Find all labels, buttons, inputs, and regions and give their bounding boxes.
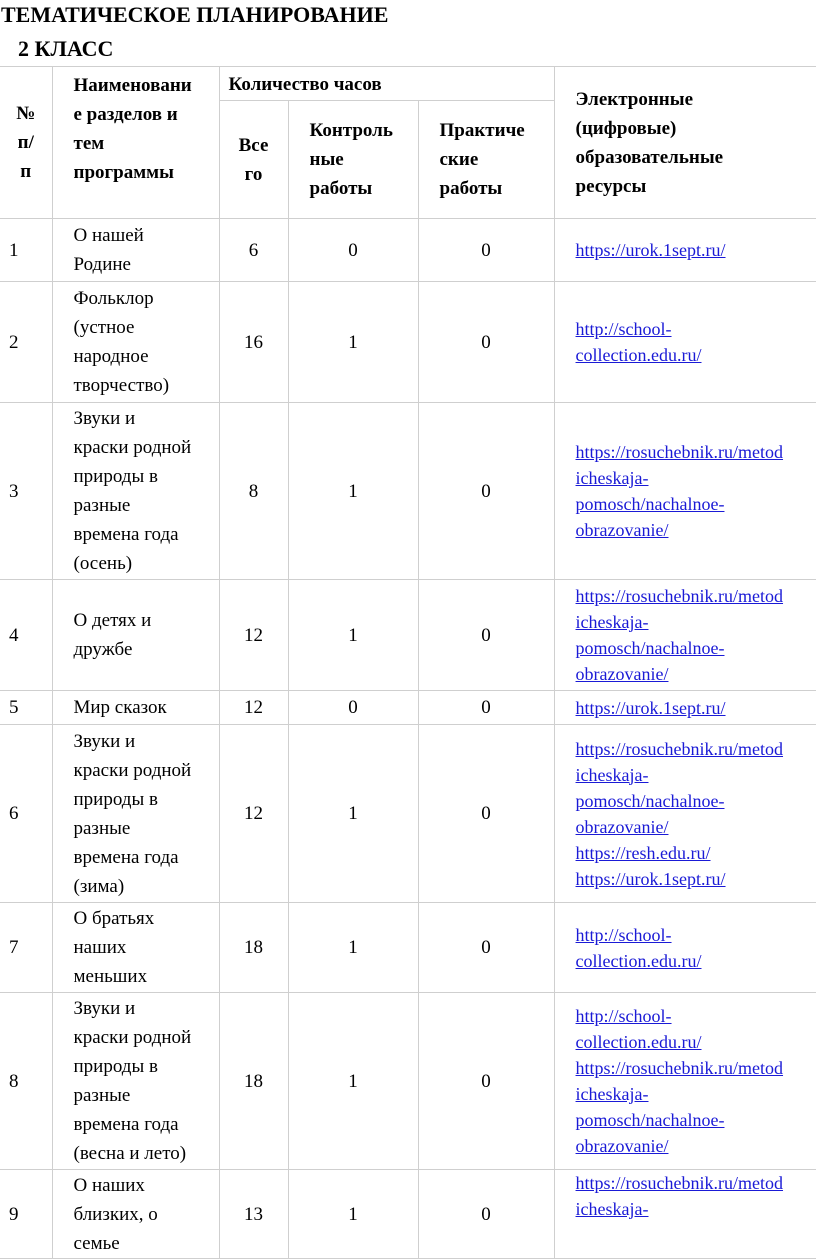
section-name-line: наших	[73, 937, 127, 958]
section-name-line: близких, о	[73, 1203, 158, 1225]
section-name-line: разные	[73, 495, 131, 516]
row-number: 3	[0, 403, 52, 580]
header-hours: Количество часов	[219, 67, 554, 101]
section-name-line: краски родной	[73, 759, 192, 781]
resource-link[interactable]: pomosch/nachalnoe-	[575, 638, 725, 658]
header-control: Контроль ные работы	[288, 101, 418, 219]
resource-link[interactable]: https://rosuchebnik.ru/metod	[575, 1058, 784, 1078]
section-name-line: (осень)	[73, 553, 133, 574]
row-hours-control: 1	[288, 282, 418, 403]
row-section-name	[52, 282, 219, 403]
table-row	[0, 903, 816, 993]
section-name-line: (устное	[73, 317, 135, 338]
resource-link[interactable]: pomosch/nachalnoe-	[575, 494, 725, 514]
row-hours-practical: 0	[418, 1170, 554, 1259]
resource-link[interactable]: collection.edu.ru/	[575, 345, 702, 365]
row-number: 2	[0, 282, 52, 403]
header-all: Все го	[219, 101, 288, 219]
section-name-line: народное	[73, 346, 149, 367]
planning-table	[0, 66, 816, 1259]
table-row	[0, 691, 816, 725]
resource-link[interactable]: icheskaja-	[575, 1199, 649, 1219]
header-practical: Практиче ские работы	[418, 101, 554, 219]
row-hours-all: 16	[219, 282, 288, 403]
section-name-line: творчество)	[73, 375, 170, 396]
resource-link[interactable]: https://rosuchebnik.ru/metod	[575, 738, 784, 759]
section-name-line: разные	[73, 1085, 131, 1106]
row-resources	[554, 403, 816, 580]
row-section-name	[52, 725, 219, 903]
resource-link[interactable]: icheskaja-	[575, 1084, 649, 1104]
section-name-line: О детях и	[73, 610, 152, 631]
section-name-line: семье	[73, 1232, 120, 1254]
row-resources	[554, 725, 816, 903]
section-name-line: разные	[73, 817, 131, 839]
resource-link[interactable]: https://resh.edu.ru/	[575, 842, 711, 863]
section-name-line: О братьях	[73, 908, 155, 929]
section-name-line: Фольклор	[73, 288, 154, 309]
page-title: ТЕМАТИЧЕСКОЕ ПЛАНИРОВАНИЕ	[1, 2, 389, 27]
row-section-name	[52, 580, 219, 691]
table-row	[0, 993, 816, 1170]
table-row	[0, 580, 816, 691]
resource-link[interactable]: icheskaja-	[575, 612, 649, 632]
section-name-line: меньших	[73, 966, 148, 987]
resource-link[interactable]: collection.edu.ru/	[575, 1032, 702, 1052]
row-hours-control: 1	[288, 903, 418, 993]
row-hours-practical: 0	[418, 403, 554, 580]
row-section-name	[52, 691, 219, 725]
row-resources	[554, 1170, 816, 1259]
row-hours-practical: 0	[418, 903, 554, 993]
row-section-name	[52, 403, 219, 580]
section-name-line: Мир сказок	[73, 697, 167, 718]
row-hours-practical: 0	[418, 691, 554, 725]
row-number: 8	[0, 993, 52, 1170]
row-number: 7	[0, 903, 52, 993]
section-name-line: природы в	[73, 1056, 158, 1077]
row-hours-practical: 0	[418, 993, 554, 1170]
resource-link[interactable]: https://urok.1sept.ru/	[575, 697, 726, 718]
row-number: 4	[0, 580, 52, 691]
resource-link[interactable]: obrazovanie/	[575, 816, 669, 837]
row-resources	[554, 580, 816, 691]
row-hours-practical: 0	[418, 219, 554, 282]
section-name-line: времена года	[73, 1114, 179, 1135]
section-name-line: природы в	[73, 466, 158, 487]
row-section-name	[52, 993, 219, 1170]
row-section-name	[52, 903, 219, 993]
header-name: Наименовани е разделов и тем программы	[52, 67, 219, 219]
resource-link[interactable]: http://school-	[575, 319, 672, 339]
row-resources	[554, 282, 816, 403]
row-hours-practical: 0	[418, 725, 554, 903]
row-hours-control: 0	[288, 691, 418, 725]
row-number: 1	[0, 219, 52, 282]
table-row	[0, 725, 816, 903]
row-hours-all: 12	[219, 580, 288, 691]
section-name-line: дружбе	[73, 639, 133, 660]
resource-link[interactable]: obrazovanie/	[575, 664, 669, 684]
section-name-line: времена года	[73, 846, 179, 868]
section-name-line: времена года	[73, 524, 179, 545]
row-resources	[554, 219, 816, 282]
row-hours-control: 1	[288, 403, 418, 580]
row-section-name	[52, 219, 219, 282]
resource-link[interactable]: https://rosuchebnik.ru/metod	[575, 1173, 784, 1193]
row-hours-all: 12	[219, 691, 288, 725]
row-hours-all: 18	[219, 903, 288, 993]
row-hours-control: 1	[288, 1170, 418, 1259]
row-hours-all: 13	[219, 1170, 288, 1259]
row-hours-practical: 0	[418, 282, 554, 403]
row-number: 5	[0, 691, 52, 725]
section-name-line: природы в	[73, 788, 158, 810]
resource-link[interactable]: icheskaja-	[575, 764, 649, 785]
resource-link[interactable]: obrazovanie/	[575, 520, 669, 540]
row-section-name	[52, 1170, 219, 1259]
row-hours-control: 1	[288, 580, 418, 691]
resource-link[interactable]: https://urok.1sept.ru/	[575, 240, 726, 260]
section-name-line: краски родной	[73, 1027, 192, 1048]
section-name-line: Звуки и	[73, 408, 136, 429]
resource-link[interactable]: icheskaja-	[575, 468, 649, 488]
row-hours-practical: 0	[418, 580, 554, 691]
header-num: № п/ п	[0, 67, 52, 219]
row-hours-control: 1	[288, 993, 418, 1170]
row-hours-all: 12	[219, 725, 288, 903]
resource-link[interactable]: http://school-	[575, 1006, 672, 1026]
resource-link[interactable]: https://rosuchebnik.ru/metod	[575, 442, 784, 462]
resource-link[interactable]: https://urok.1sept.ru/	[575, 868, 726, 889]
row-hours-all: 6	[219, 219, 288, 282]
resource-link[interactable]: pomosch/nachalnoe-	[575, 1110, 725, 1130]
resource-link[interactable]: http://school-	[575, 924, 672, 945]
table-row	[0, 282, 816, 403]
row-hours-control: 0	[288, 219, 418, 282]
resource-link[interactable]: pomosch/nachalnoe-	[575, 790, 725, 811]
resource-link[interactable]: https://rosuchebnik.ru/metod	[575, 586, 784, 606]
page-subtitle: 2 КЛАСС	[18, 36, 114, 61]
section-name-line: О наших	[73, 1174, 145, 1196]
row-number: 6	[0, 725, 52, 903]
header-resources: Электронные (цифровые) образовательные ресурсы	[554, 67, 816, 219]
table-row	[0, 403, 816, 580]
section-name-line: (зима)	[73, 875, 125, 897]
row-resources	[554, 903, 816, 993]
row-resources	[554, 691, 816, 725]
row-resources	[554, 993, 816, 1170]
table-row	[0, 219, 816, 282]
row-hours-all: 18	[219, 993, 288, 1170]
section-name-line: Звуки и	[73, 998, 136, 1019]
section-name-line: О нашей	[73, 225, 144, 246]
section-name-line: Родине	[73, 254, 131, 275]
resource-link[interactable]: obrazovanie/	[575, 1136, 669, 1156]
section-name-line: Звуки и	[73, 730, 136, 752]
header-row-1	[0, 67, 816, 101]
row-hours-control: 1	[288, 725, 418, 903]
table-row	[0, 1170, 816, 1259]
resource-link[interactable]: collection.edu.ru/	[575, 950, 702, 971]
section-name-line: (весна и лето)	[73, 1143, 187, 1164]
row-hours-all: 8	[219, 403, 288, 580]
section-name-line: краски родной	[73, 437, 192, 458]
row-number: 9	[0, 1170, 52, 1259]
